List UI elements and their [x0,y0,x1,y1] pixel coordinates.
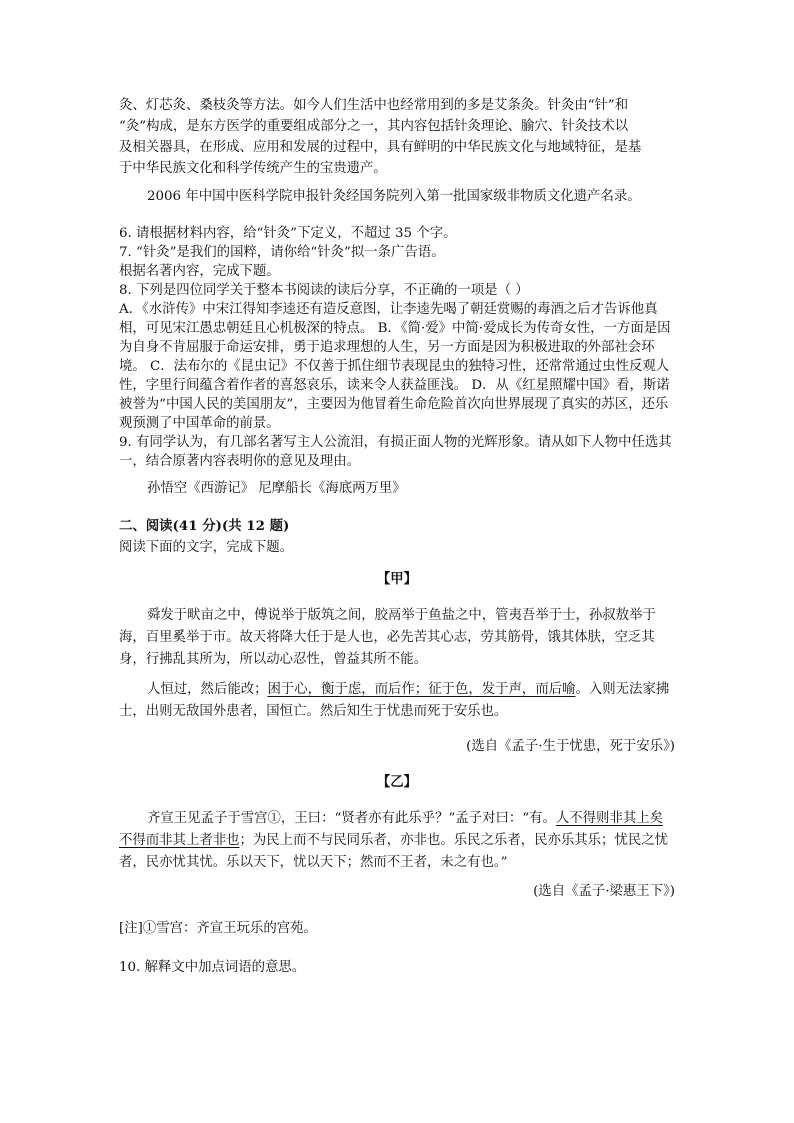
underlined-sentence: 人不得则非其上矣不得而非其上者非也 [119,811,663,848]
intro-line: “灸”构成，是东方医学的重要组成部分之一，其内容包括针灸理论、腧穴、针灸技术以 [119,119,629,134]
intro-line: 灸、灯芯灸、桑枝灸等方法。如今人们生活中也经常用到的多是艾条灸。针灸由“针”和 [119,98,629,113]
question-10: 10. 解释文中加点词语的意思。 [119,960,306,975]
question-9-options: 孙悟空《西游记》 尼摩船长《海底两万里》 [147,481,406,496]
text-segment: ；为民上而不与民同乐者，亦非也。乐民之乐者，民亦乐其乐；忧民之忧者，民亦忧其忧。乐以天下，忧以天下；然而不王者，未之有也。” [119,833,669,870]
passage-yi-title: 【乙】 [376,774,418,790]
passage-yi-source: (选自《孟子·梁惠王下》) [533,884,675,899]
question-8: 8. 下列是四位同学关于整本书阅读的读后分享，不正确的一项是（ ） [119,283,529,298]
intro-paragraph [119,95,675,179]
text-segment: 人恒过，然后能改； [147,682,268,697]
underlined-sentence: 困于心，衡于虑，而后作；征于色，发于声，而后喻 [267,682,576,697]
question-7: 7. “针灸”是我们的国粹，请你给“针灸”拟一条广告语。 [119,245,445,260]
section-2 [119,516,675,558]
text-segment: 齐宣王见孟子于雪宫①，王曰：“贤者亦有此乐乎？”孟子对曰：“有。 [147,811,556,826]
question-9: 9. 有同学认为，有几部名著写主人公流泪，有损正面人物的光辉形象。请从如下人物中任选其一，结合原著内容表明你的意见及理由。 [119,435,672,469]
passage-jia-paragraph-1: 舜发于畎亩之中，傅说举于版筑之间，胶鬲举于鱼盐之中，管夷吾举于士，孙叔敖举于海，百里奚举于市。故天将降大任于是人也，必先苦其心志，劳其筋骨，饿其体肤，空乏其身，行拂乱其所为，所以动心忍性，曾益其所不能。 [119,608,656,667]
heritage-note: 2006 年中国中医科学院申报针灸经国务院列入第一批国家级非物质文化遗产名录。 [147,189,641,204]
passage-jia-paragraph-2 [119,679,675,723]
passage-jia-source: (选自《孟子·生于忧患，死于安乐》) [466,739,675,754]
classics-instruction: 根据名著内容，完成下题。 [119,264,280,279]
intro-line: 于中华民族文化和科学传统产生的宝贵遗产。 [119,161,387,176]
section-instruction: 阅读下面的文字，完成下题。 [119,540,294,555]
passage-yi-paragraph [119,808,675,874]
intro-line: 及相关器具，在形成、应用和发展的过程中，具有鲜明的中华民族文化与地域特征，是基 [119,140,642,155]
text-segment: 。入则无法家拂士，出则无敌国外患者，国恒亡。然后知生于忧患而死于安乐也。 [119,682,670,719]
annotation-note: [注]①雪宫：齐宣王玩乐的宫苑。 [119,921,317,936]
question-6: 6. 请根据材料内容，给“针灸”下定义，不超过 35 个字。 [119,226,457,241]
section-heading: 二、阅读(41 分)(共 12 题) [119,518,290,534]
questions-block [119,224,675,471]
passage-jia-title: 【甲】 [376,571,418,587]
question-8-options: A．《水浒传》中宋江得知李逵还有造反意图，让李逵先喝了朝廷赏赐的毒酒之后才告诉他真相，可见宋江愚忠朝廷且心机极深的特点。 B．《简·爱》中简·爱成长为传奇女性，一方面是因为自身不肯屈服于命运安排，勇于追求理想的人生，另一方面是因为积极进取的外部社会环境。 C．法布尔的《昆虫记》不仅善于抓住细节表现昆虫的独特习性，还常常通过虫性反观人性，字里行间蕴含着作者的喜怒哀乐，读来令人获益匪浅。 D．从《红星照耀中国》看，斯诺被誉为“中国人民的美国朋友”，主要因为他冒着生命危险首次向世界展现了真实的苏区，还乐观预测了中国革命的前景。 [119,302,671,431]
